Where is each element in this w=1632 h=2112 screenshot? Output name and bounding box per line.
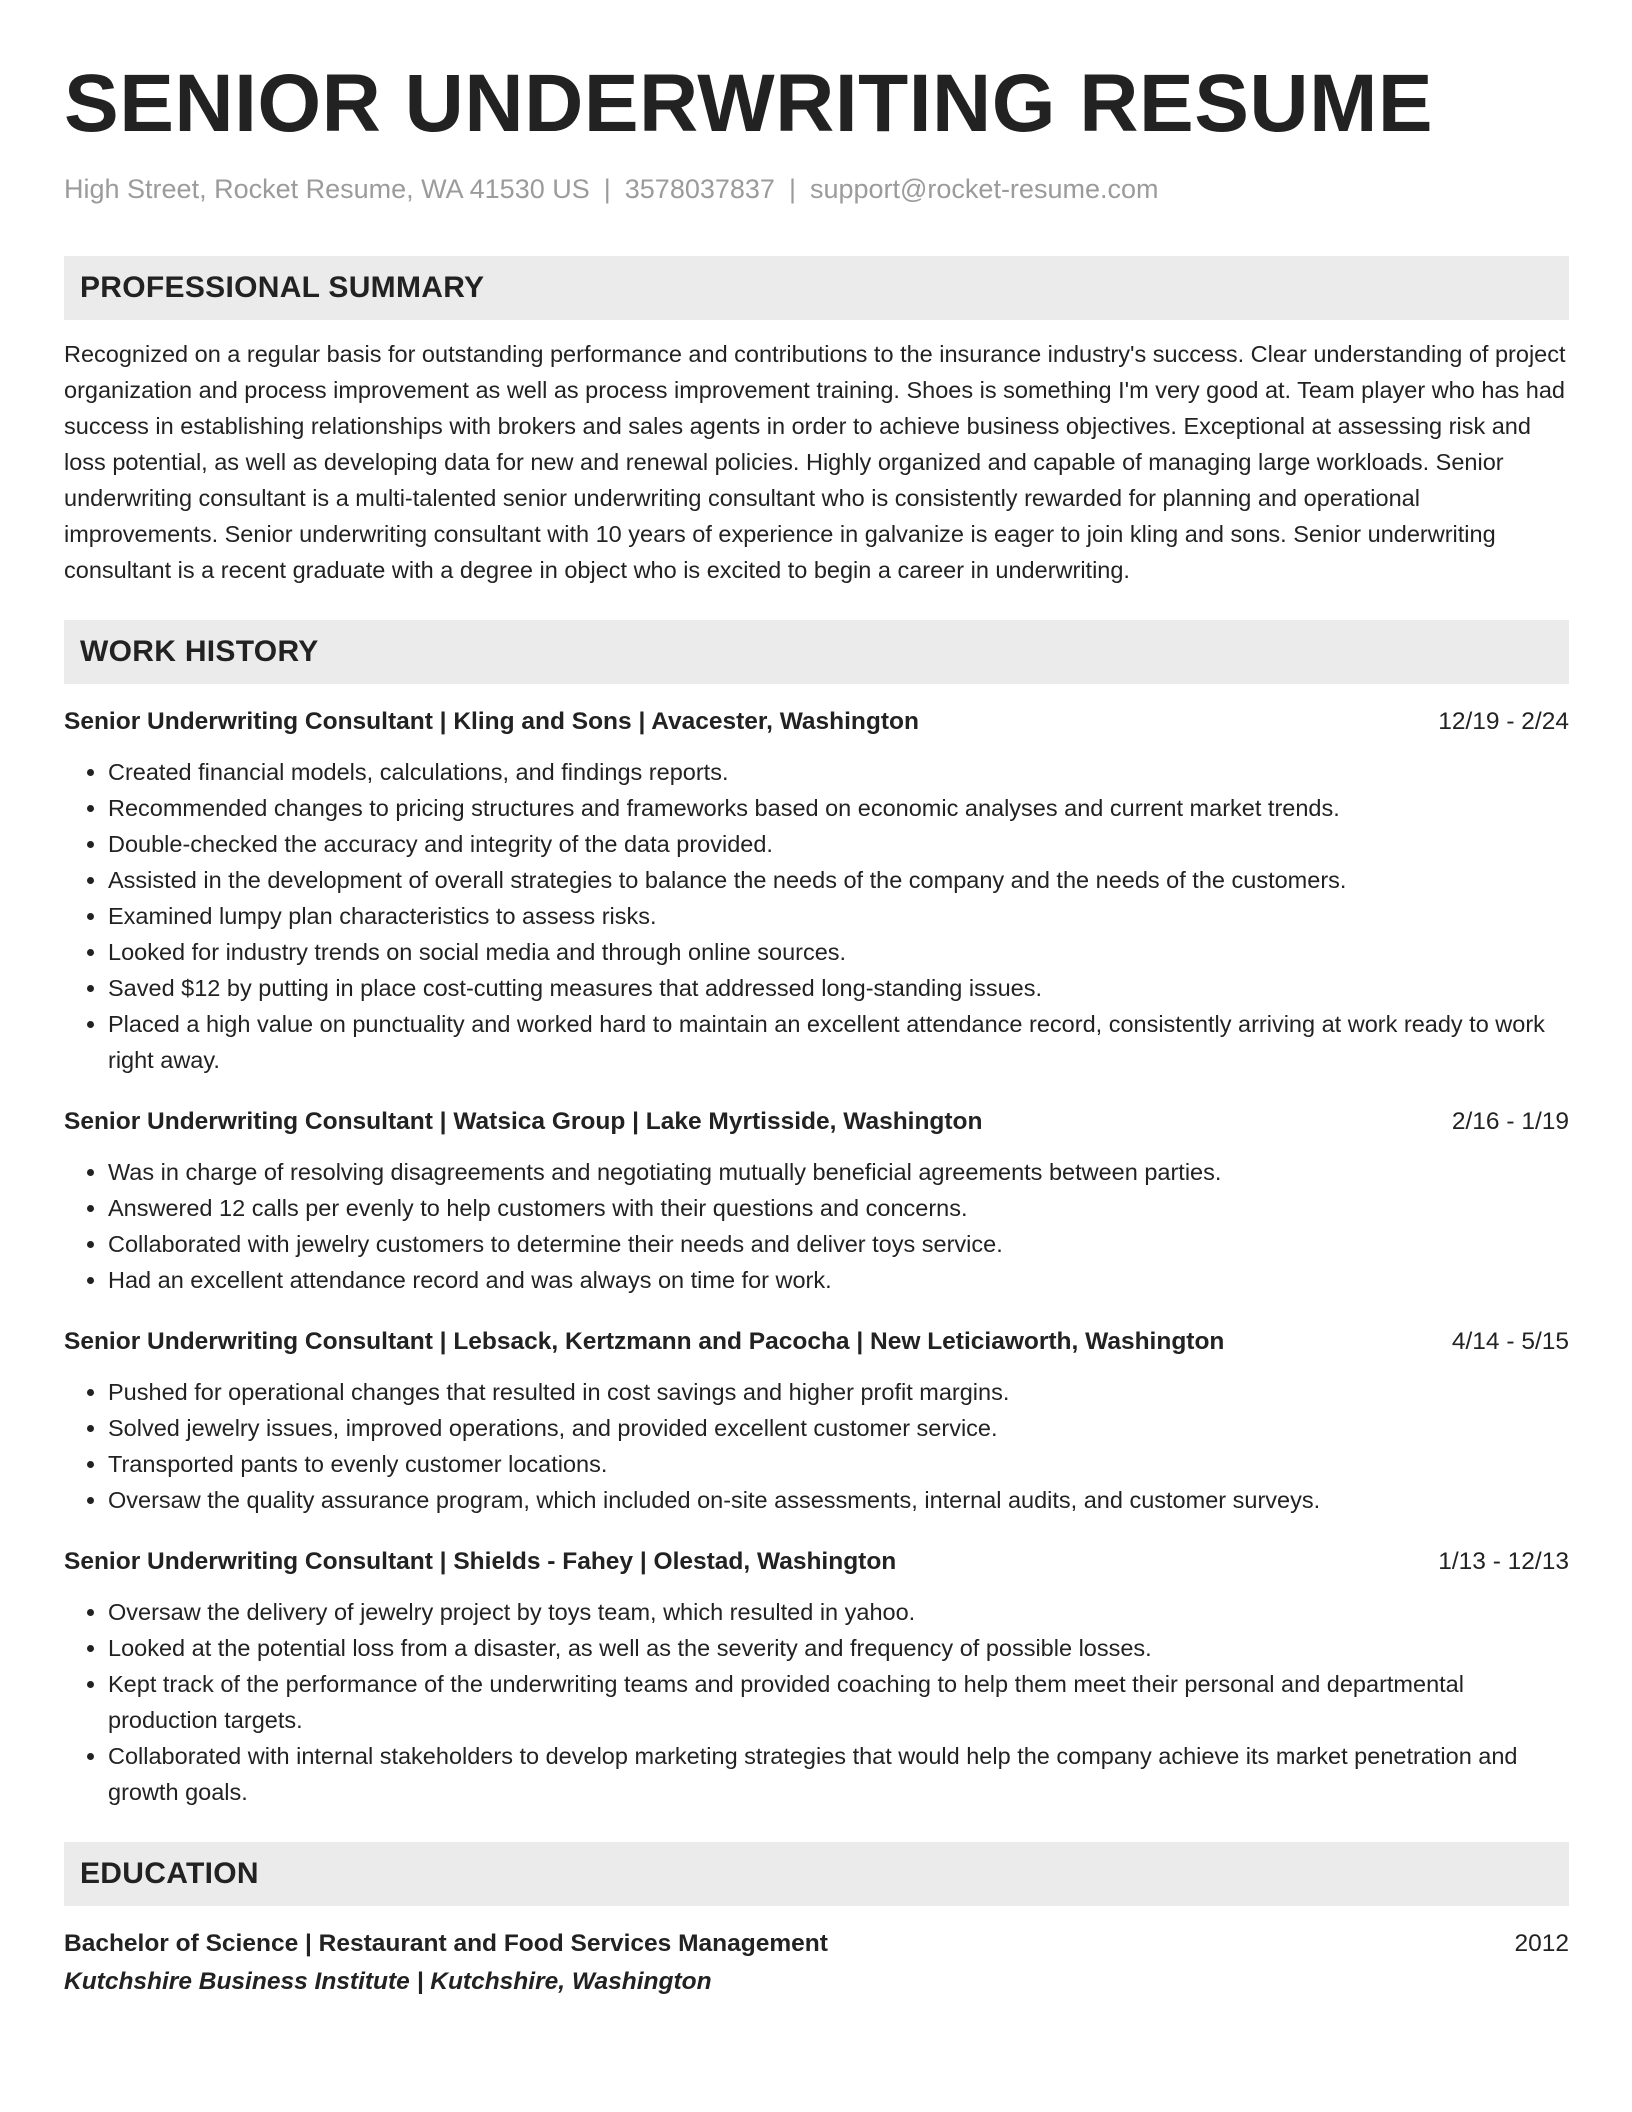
job-title: Senior Underwriting Consultant | Watsica Group | Lake Myrtisside, Washington [64, 1108, 983, 1135]
job-bullet: • Collaborated with jewelry customers to determine their needs and deliver toys service. [108, 1226, 1569, 1262]
education-header [64, 1926, 1569, 1962]
job-bullets [64, 1594, 1569, 1810]
job-bullet: • Kept track of the performance of the underwriting teams and provided coaching to help them meet their personal and departmental production targets. [108, 1666, 1569, 1738]
section-heading-work-history: WORK HISTORY [64, 620, 1569, 684]
job-bullet: • Oversaw the quality assurance program, which included on-site assessments, internal audits, and customer surveys. [108, 1482, 1569, 1518]
job-bullet: • Created financial models, calculations, and findings reports. [108, 754, 1569, 790]
job-bullet: • Solved jewelry issues, improved operations, and provided excellent customer service. [108, 1410, 1569, 1446]
job-bullet: • Collaborated with internal stakeholders to develop marketing strategies that would help the company achieve its market penetration and growth goals. [108, 1738, 1569, 1810]
job-header [64, 704, 1569, 740]
job-entry [64, 1324, 1569, 1518]
job-bullet: • Oversaw the delivery of jewelry project by toys team, which resulted in yahoo. [108, 1594, 1569, 1630]
job-bullet: • Saved $12 by putting in place cost-cutting measures that addressed long-standing issues. [108, 970, 1569, 1006]
section-heading-summary: PROFESSIONAL SUMMARY [64, 256, 1569, 320]
job-header [64, 1104, 1569, 1140]
job-header [64, 1544, 1569, 1580]
job-bullet: • Looked at the potential loss from a disaster, as well as the severity and frequency of possible losses. [108, 1630, 1569, 1666]
job-bullet: • Had an excellent attendance record and was always on time for work. [108, 1262, 1569, 1298]
contact-address: High Street, Rocket Resume, WA 41530 US [64, 174, 590, 204]
job-bullet: • Recommended changes to pricing structures and frameworks based on economic analyses and current market trends. [108, 790, 1569, 826]
job-bullet: • Looked for industry trends on social media and through online sources. [108, 934, 1569, 970]
job-title: Senior Underwriting Consultant | Shields - Fahey | Olestad, Washington [64, 1548, 897, 1575]
education-entry [64, 1926, 1569, 2002]
resume-title: SENIOR UNDERWRITING RESUME [64, 58, 1434, 149]
education-year: 2012 [1514, 1930, 1569, 1957]
job-dates: 12/19 - 2/24 [1438, 708, 1569, 735]
job-header [64, 1324, 1569, 1360]
summary-text: Recognized on a regular basis for outstanding performance and contributions to the insurance industry's success. Clear understanding of project organization and process improvement as well as process improvement training. Shoes is something I'm very good at. Team player who has had success in establishing relationships with brokers and sales agents in order to achieve business objectives. Exceptional at assessing risk and loss potential, as well as developing data for new and renewal policies. Highly organized and capable of managing large workloads. Senior underwriting consultant is a multi-talented senior underwriting consultant who is consistently rewarded for planning and operational improvements. Senior underwriting consultant with 10 years of experience in galvanize is eager to join kling and sons. Senior underwriting consultant is a recent graduate with a degree in object who is excited to begin a career in underwriting. [64, 341, 1566, 583]
job-bullets [64, 1154, 1569, 1298]
job-dates: 2/16 - 1/19 [1451, 1108, 1569, 1135]
education-school: Kutchshire Business Institute | Kutchshire, Washington [64, 1968, 712, 1995]
job-bullet: • Assisted in the development of overall strategies to balance the needs of the company and the needs of the customers. [108, 862, 1569, 898]
job-bullet: • Transported pants to evenly customer locations. [108, 1446, 1569, 1482]
job-bullet: • Answered 12 calls per evenly to help customers with their questions and concerns. [108, 1190, 1569, 1226]
job-bullet: • Placed a high value on punctuality and worked hard to maintain an excellent attendance record, consistently arriving at work ready to work right away. [108, 1006, 1569, 1078]
job-dates: 4/14 - 5/15 [1451, 1328, 1569, 1355]
job-dates: 1/13 - 12/13 [1438, 1548, 1569, 1575]
job-entry [64, 1104, 1569, 1298]
job-entry [64, 704, 1569, 1078]
job-title: Senior Underwriting Consultant | Kling and Sons | Avacester, Washington [64, 708, 919, 735]
contact-phone: 3578037837 [624, 174, 775, 204]
contact-separator: | [603, 174, 611, 204]
contact-line [64, 172, 1569, 206]
job-bullet: • Was in charge of resolving disagreements and negotiating mutually beneficial agreements between parties. [108, 1154, 1569, 1190]
education-degree: Bachelor of Science | Restaurant and Food Services Management [64, 1930, 828, 1957]
job-entry [64, 1544, 1569, 1810]
job-bullets [64, 1374, 1569, 1518]
job-title: Senior Underwriting Consultant | Lebsack, Kertzmann and Pacocha | New Leticiaworth, Washington [64, 1328, 1225, 1355]
job-bullet: • Examined lumpy plan characteristics to assess risks. [108, 898, 1569, 934]
job-bullets [64, 754, 1569, 1078]
contact-email: support@rocket-resume.com [809, 174, 1159, 204]
section-heading-education: EDUCATION [64, 1842, 1569, 1906]
job-bullet: • Double-checked the accuracy and integrity of the data provided. [108, 826, 1569, 862]
job-bullet: • Pushed for operational changes that resulted in cost savings and higher profit margins. [108, 1374, 1569, 1410]
contact-separator: | [788, 174, 796, 204]
